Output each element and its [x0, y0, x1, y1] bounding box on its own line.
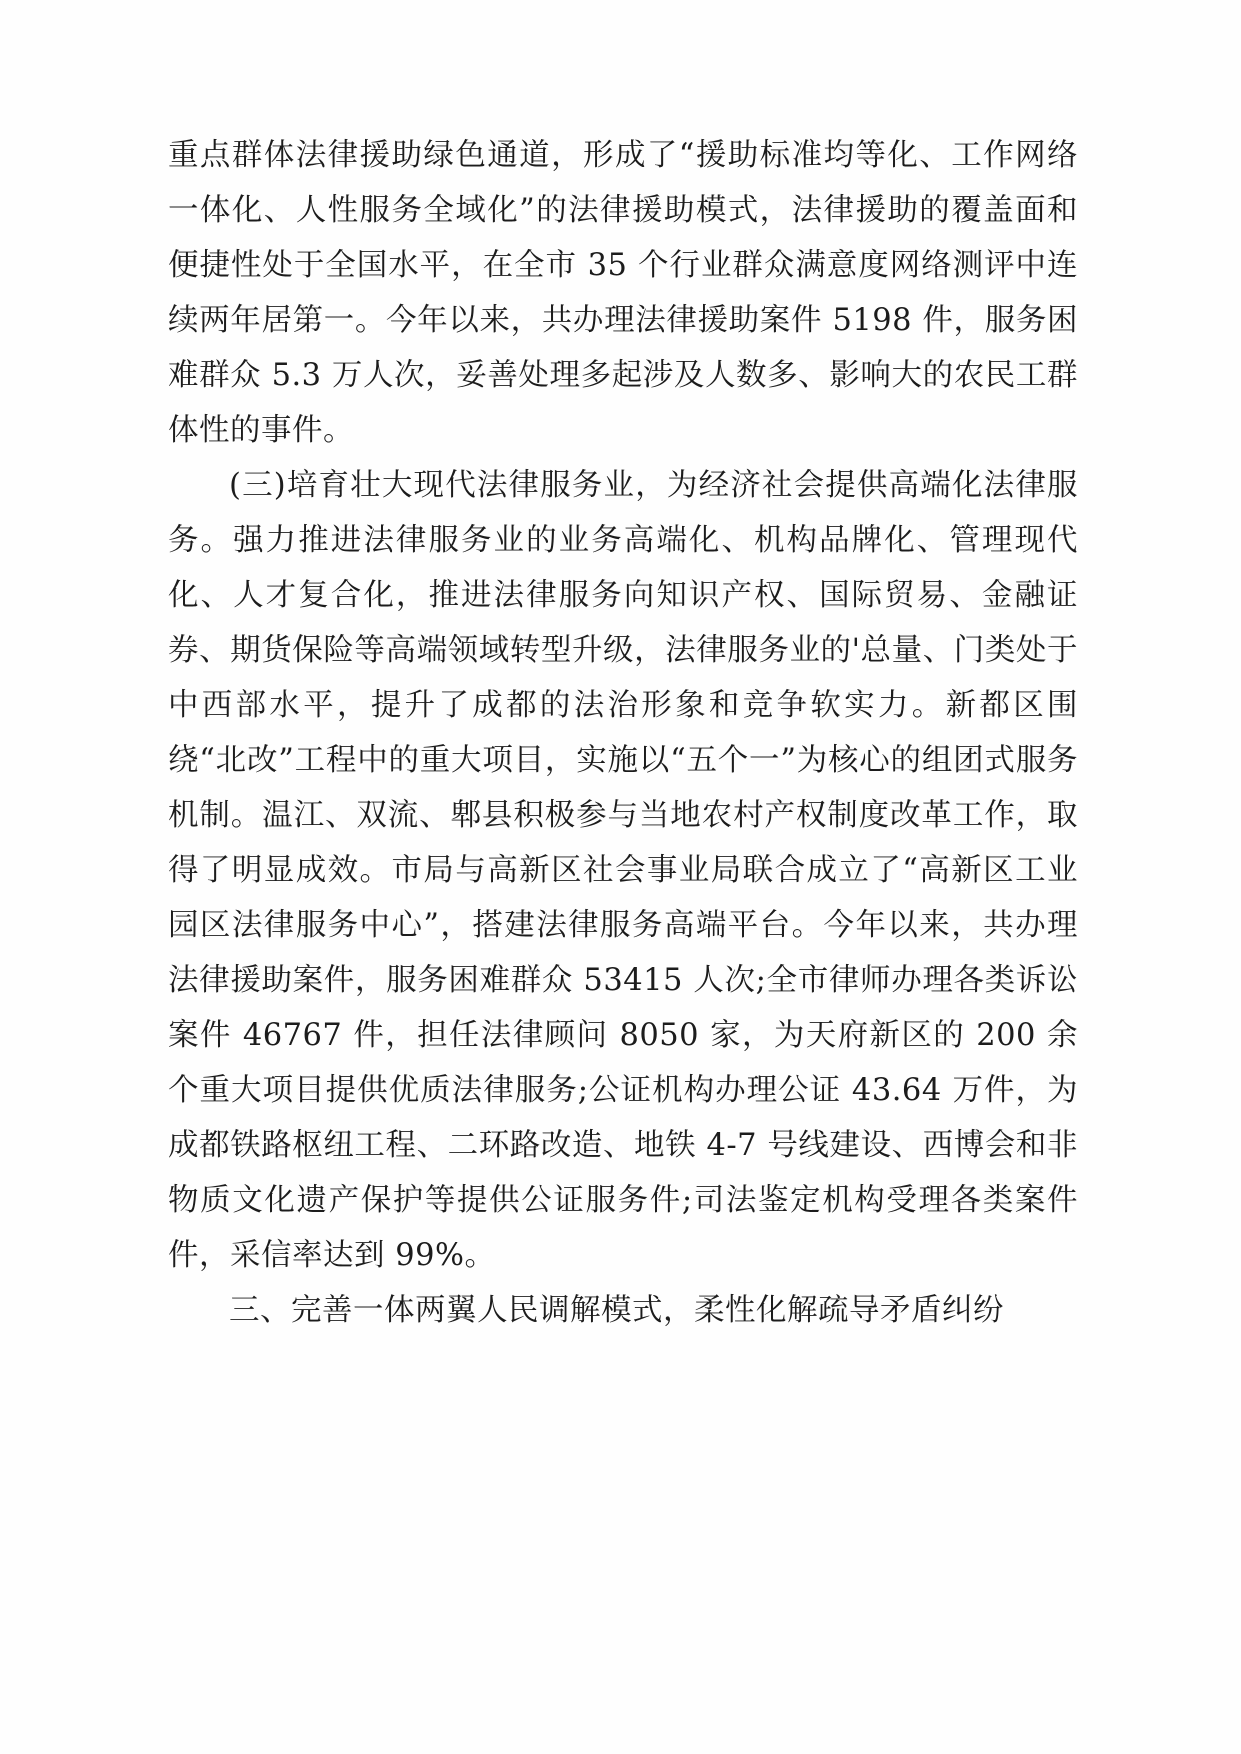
paragraph-2: (三)培育壮大现代法律服务业，为经济社会提供高端化法律服务。强力推进法律服务业的业务高端化、机构品牌化、管理现代化、人才复合化，推进法律服务向知识产权、国际贸易、金融证券、期货保险等高端领域转型升级，法律服务业的'总量、门类处于中西部水平，提升了成都的法治形象和竞争软实力。新都区围绕“北改”工程中的重大项目，实施以“五个一”为核心的组团式服务机制。温江、双流、郫县积极参与当地农村产权制度改革工作，取得了明显成效。市局与高新区社会事业局联合成立了“高新区工业园区法律服务中心”，搭建法律服务高端平台。今年以来，共办理法律援助案件，服务困难群众 53415 人次;全市律师办理各类诉讼案件 46767 件，担任法律顾问 8050 家，为天府新区的 200 余个重大项目提供优质法律服务;公证机构办理公证 43.64 万件，为成都铁路枢纽工程、二环路改造、地铁 4-7 号线建设、西博会和非物质文化遗产保护等提供公证服务件;司法鉴定机构受理各类案件件，采信率达到 99%。: [168, 468, 1078, 1273]
paragraph-3-heading: 三、完善一体两翼人民调解模式，柔性化解疏导矛盾纠纷: [229, 1293, 1004, 1328]
document-body: [168, 128, 1078, 1338]
paragraph-1: 重点群体法律援助绿色通道，形成了“援助标准均等化、工作网络一体化、人性服务全域化”的法律援助模式，法律援助的覆盖面和便捷性处于全国水平，在全市 35 个行业群众满意度网络测评中连续两年居第一。今年以来，共办理法律援助案件 5198 件，服务困难群众 5.3 万人次，妥善处理多起涉及人数多、影响大的农民工群体性的事件。: [168, 138, 1078, 448]
